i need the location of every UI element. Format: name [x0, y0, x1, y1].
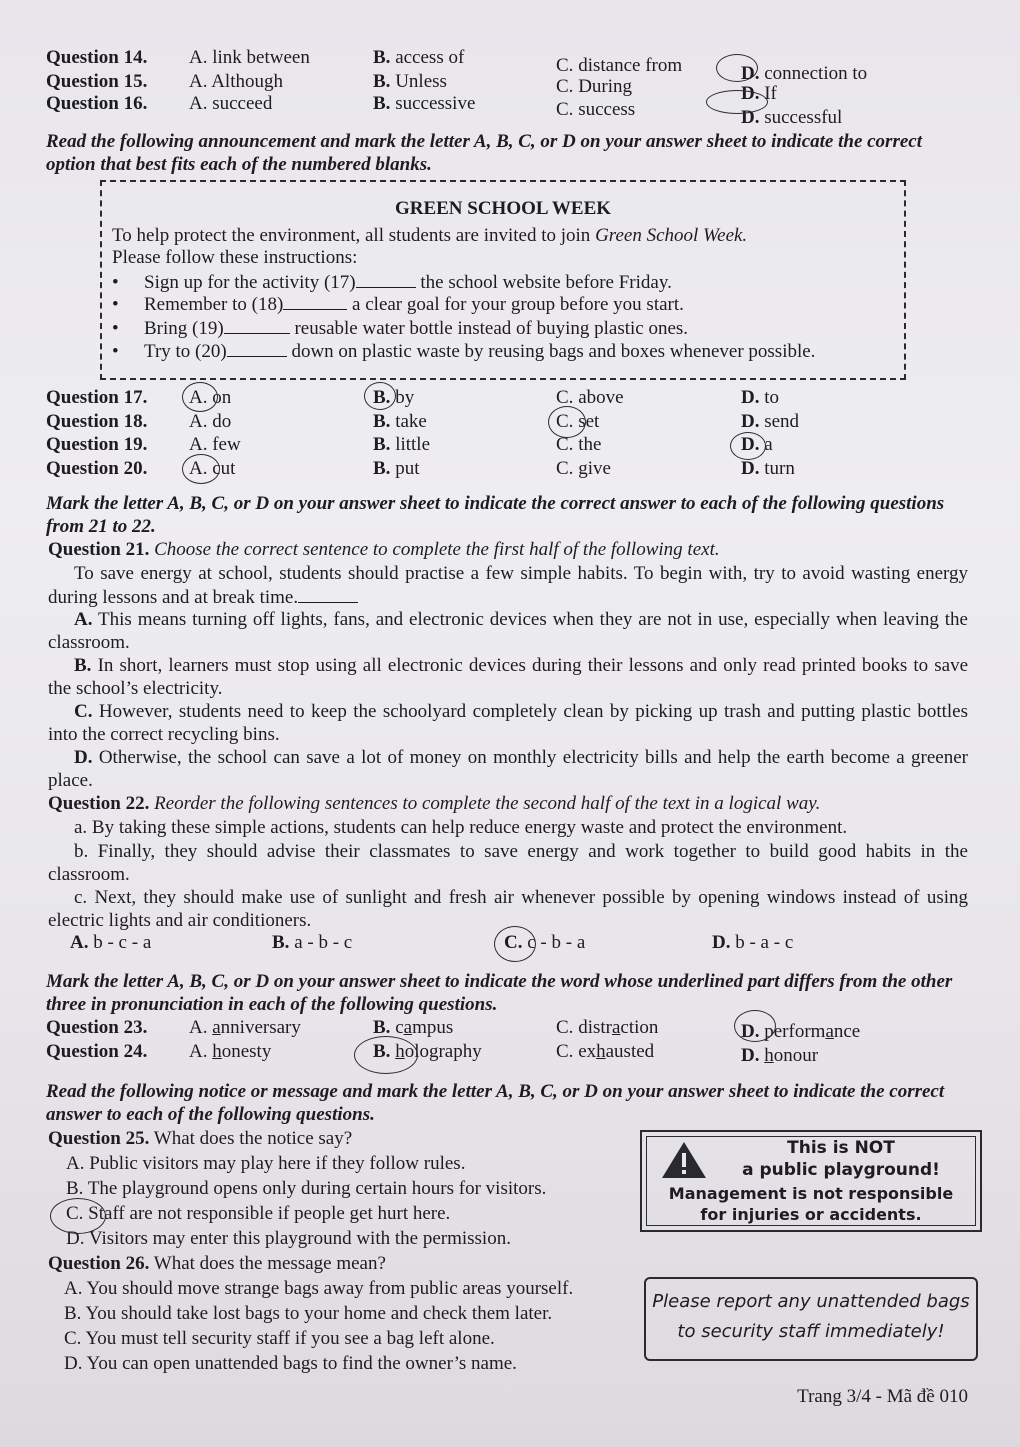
question-24-row — [46, 1040, 980, 1064]
option-a: A. on — [189, 387, 232, 408]
question-21-option-c: C. However, students need to keep the schoolyard completely clean by picking up trash and putting plastic bottles into the correct recycling bins. — [48, 701, 968, 745]
announcement-intro-2: Please follow these instructions: — [112, 247, 358, 268]
option-c: C. distance from — [556, 55, 683, 76]
instruction-21-22: Mark the letter A, B, C, or D on your answer sheet to indicate the correct answer to each of the following questions from 21 to 22. — [46, 493, 945, 537]
question-number: Question 15. — [46, 71, 148, 92]
announcement-title: GREEN SCHOOL WEEK — [394, 198, 612, 219]
option-a: A. succeed — [189, 93, 273, 114]
question-number: Question 14. — [46, 47, 148, 68]
option-d: D. a — [741, 434, 773, 455]
option-d: D. turn — [741, 458, 795, 479]
notice-line-2: a public playground! — [742, 1160, 940, 1180]
question-25-heading: Question 25. What does the notice say? — [48, 1128, 353, 1149]
sentence-a: a. By taking these simple actions, students can help reduce energy waste and protect the environment. — [74, 817, 848, 838]
option-a: A. few — [189, 434, 241, 455]
question-number: Question 23. — [46, 1017, 148, 1038]
message-box — [644, 1277, 978, 1361]
message-line-2: to security staff immediately! — [677, 1321, 945, 1342]
option-c: C. set — [556, 411, 600, 432]
bullet-19: • Bring (19) reusable water bottle instead of buying plastic ones. — [112, 318, 689, 339]
question-25-option-a: A. Public visitors may play here if they follow rules. — [66, 1153, 466, 1174]
sentence-b: b. Finally, they should advise their classmates to save energy and work together to build good habits in the classroom. — [48, 841, 968, 885]
notice-line-3: Management is not responsible — [668, 1184, 954, 1203]
option-b: B. holography — [373, 1041, 482, 1062]
question-number: Question 17. — [46, 387, 148, 408]
question-17-row — [46, 386, 980, 410]
option-c: C. give — [556, 458, 611, 479]
option-d: D. b - a - c — [712, 932, 794, 953]
option-d: D. send — [741, 411, 800, 432]
option-c: C. During — [556, 76, 633, 97]
option-b: B. a - b - c — [272, 932, 353, 953]
question-number: Question 19. — [46, 434, 148, 455]
question-26-option-a: A. You should move strange bags away from public areas yourself. — [64, 1278, 574, 1299]
question-21-heading: Question 21. Choose the correct sentence to complete the first half of the following text. — [48, 539, 720, 560]
bullet-18: • Remember to (18) a clear goal for your group before you start. — [112, 294, 684, 315]
option-b: B. put — [373, 458, 420, 479]
question-number: Question 24. — [46, 1041, 148, 1062]
option-a: A. anniversary — [189, 1017, 301, 1038]
option-b: B. access of — [373, 47, 465, 68]
option-b: B. successive — [373, 93, 476, 114]
option-c: C. above — [556, 387, 624, 408]
option-a: A. Although — [189, 71, 283, 92]
option-c: C. the — [556, 434, 602, 455]
option-a: A. cut — [189, 458, 236, 479]
question-21-option-a: A. This means turning off lights, fans, and electronic devices when they are not in use, especially when leaving the classroom. — [48, 609, 968, 653]
option-d: D. performance — [741, 1021, 861, 1042]
option-b: B. Unless — [373, 71, 447, 92]
option-b: B. by — [373, 387, 415, 408]
question-number: Question 20. — [46, 458, 148, 479]
question-25-option-c: C. Staff are not responsible if people get hurt here. — [66, 1203, 451, 1224]
page-footer: Trang 3/4 - Mã đề 010 — [797, 1386, 968, 1407]
instruction-announcement: Read the following announcement and mark the letter A, B, C, or D on your answer sheet to indicate the correct option that best fits each of the numbered blanks. — [46, 131, 922, 175]
question-25-option-d: D. Visitors may enter this playground with the permission. — [66, 1228, 511, 1249]
question-23-row — [46, 1016, 980, 1040]
question-26-option-c: C. You must tell security staff if you see a bag left alone. — [64, 1328, 495, 1349]
question-21-option-d: D. Otherwise, the school can save a lot of money on monthly electricity bills and help the earth become a greener place. — [48, 747, 968, 791]
option-c: C. success — [556, 99, 636, 120]
option-b: B. campus — [373, 1017, 454, 1038]
question-25-option-b: B. The playground opens only during certain hours for visitors. — [66, 1178, 547, 1199]
question-22-heading: Question 22. Reorder the following sentences to complete the second half of the text in a logical way. — [48, 793, 821, 814]
announcement-intro: To help protect the environment, all students are invited to join Green School Week. — [112, 225, 748, 246]
option-b: B. take — [373, 411, 427, 432]
option-d: D. to — [741, 387, 780, 408]
option-d: D. If — [741, 83, 777, 104]
option-d: D. honour — [741, 1045, 819, 1066]
question-number: Question 18. — [46, 411, 148, 432]
option-a: A. do — [189, 411, 232, 432]
question-21-text: To save energy at school, students should practise a few simple habits. To begin with, try to avoid wasting energy during lessons and at break time. — [48, 563, 968, 608]
question-26-option-d: D. You can open unattended bags to find the owner’s name. — [64, 1353, 517, 1374]
question-16-row — [46, 92, 980, 128]
question-26-option-b: B. You should take lost bags to your home and check them later. — [64, 1303, 553, 1324]
question-26-heading: Question 26. What does the message mean? — [48, 1253, 386, 1274]
instruction-23-24: Mark the letter A, B, C, or D on your answer sheet to indicate the word whose underlined part differs from the other three in pronunciation in each of the following questions. — [46, 971, 953, 1015]
message-line-1: Please report any unattended bags — [652, 1291, 970, 1312]
question-20-row — [46, 457, 980, 481]
option-a: A. honesty — [189, 1041, 272, 1062]
bullet-20: • Try to (20) down on plastic waste by reusing bags and boxes whenever possible. — [112, 341, 816, 362]
question-21-option-b: B. In short, learners must stop using all electronic devices during their lessons and only read printed books to save the school’s electricity. — [48, 655, 968, 699]
bullet-17: • Sign up for the activity (17) the school website before Friday. — [112, 272, 672, 293]
option-a: A. b - c - a — [70, 932, 152, 953]
option-d: D. connection to — [741, 63, 868, 84]
notice-line-1: This is NOT — [787, 1138, 895, 1158]
option-c: C. exhausted — [556, 1041, 655, 1062]
sentence-c: c. Next, they should make use of sunlight and fresh air whenever possible by opening windows instead of using electric lights and air conditioners. — [48, 887, 968, 931]
question-19-row — [46, 433, 980, 457]
notice-sign — [640, 1130, 982, 1232]
question-22-options — [46, 931, 980, 955]
notice-line-4: for injuries or accidents. — [700, 1205, 922, 1224]
question-number: Question 16. — [46, 93, 148, 114]
option-c: C. c - b - a — [504, 932, 586, 953]
option-b: B. little — [373, 434, 431, 455]
question-18-row — [46, 410, 980, 434]
option-d: D. successful — [741, 107, 843, 128]
option-a: A. link between — [189, 47, 310, 68]
option-c: C. distraction — [556, 1017, 659, 1038]
instruction-25-26: Read the following notice or message and mark the letter A, B, C, or D on your answer sheet to indicate the correct answer to each of the following questions. — [46, 1081, 945, 1125]
announcement-box — [100, 180, 906, 380]
